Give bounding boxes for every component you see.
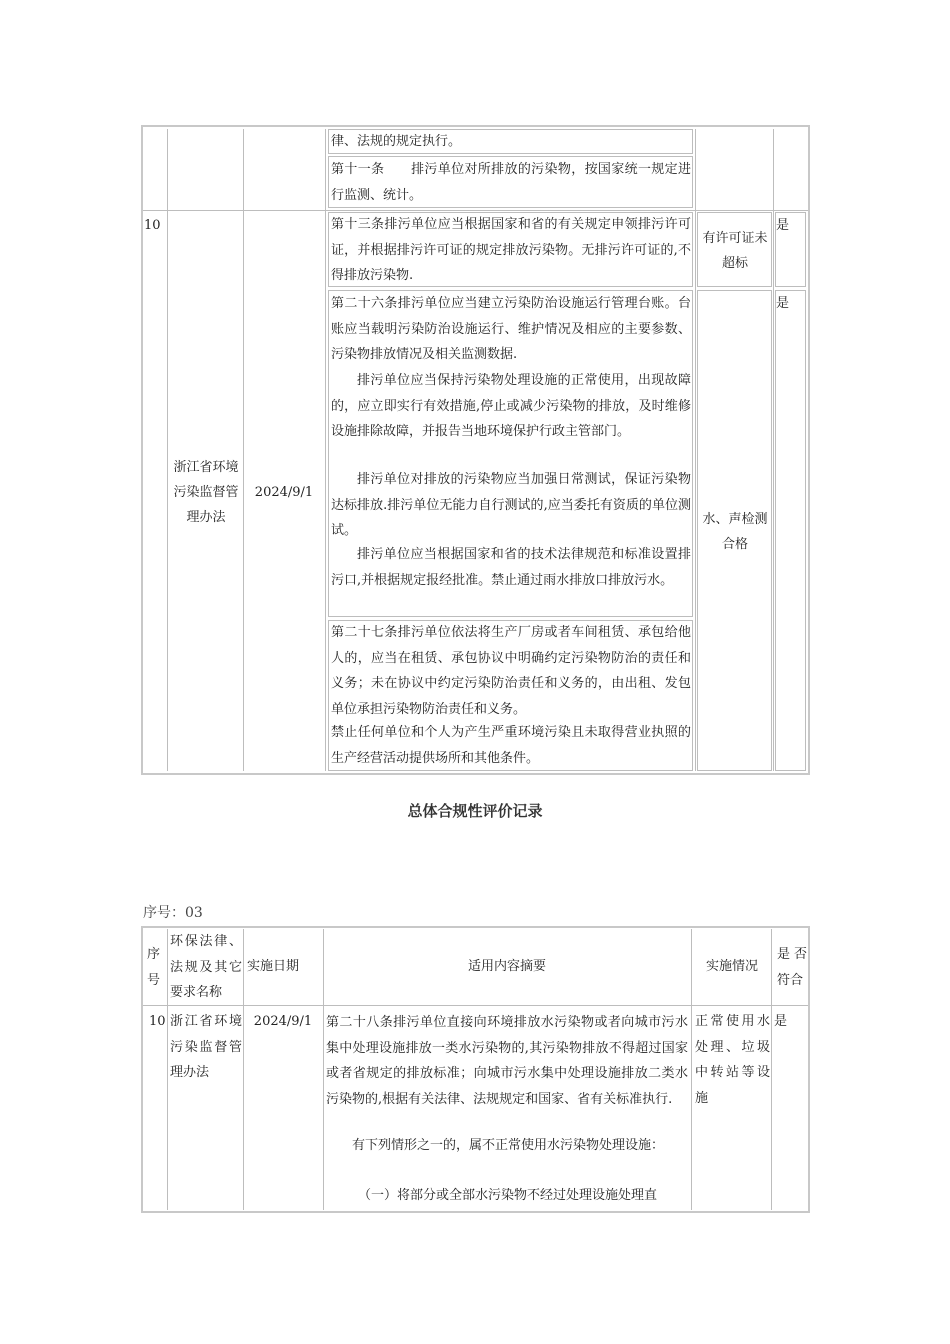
compliance: 是: [776, 218, 790, 233]
row-sep: [143, 210, 808, 211]
effective-date: 2024/9/1: [253, 1014, 313, 1029]
implementation-status: 有许可证未超标: [702, 231, 768, 271]
clause-text: 律、法规的规定执行。: [331, 134, 462, 149]
col-sep: [325, 129, 326, 771]
col-sep: [167, 129, 168, 771]
implementation-status: 正常使用水处理、垃圾中转站等设施: [695, 1014, 770, 1106]
clause-text: 禁止任何单位和个人为产生严重环境污染且未取得营业执照的生产经营活动提供场所和其他条件。: [331, 725, 691, 766]
clause-text: 第二十六条排污单位应当建立污染防治设施运行管理台账。台账应当载明污染防治设施运行、维护情况及相应的主要参数、污染物排放情况及相关监测数据.: [331, 296, 691, 362]
clause-text: 第二十七条排污单位依法将生产厂房或者车间租赁、承包给他人的，应当在租赁、承包协议中明确约定污染物防治的责任和义务；未在协议中约定污染防治责任和义务的，由出租、发包单位承担污染物防治责任和义务。: [331, 625, 691, 717]
summary-text: 第二十八条排污单位直接向环境排放水污染物或者向城市污水集中处理设施排放一类水污染物的,其污染物排放不得超过国家或者省规定的排放标准；向城市污水集中处理设施排放二类水污染物的,根据有关法律、法规规定和国家、省有关标准执行.: [326, 1015, 688, 1107]
section-title: 总体合规性评价记录: [407, 802, 543, 820]
effective-date: 2024/9/1: [254, 485, 314, 500]
clause-text: 排污单位对排放的污染物应当加强日常测试，保证污染物达标排放.排污单位无能力自行测试的,应当委托有资质的单位测试。: [331, 472, 691, 538]
compliance: 是: [774, 1014, 788, 1029]
header-no: 序号: [147, 947, 161, 988]
col-sep: [243, 129, 244, 771]
clause-text: 第十一条 排污单位对所排放的污染物，按国家统一规定进行监测、统计。: [331, 162, 691, 203]
col-sep: [243, 929, 244, 1210]
law-name: 浙江省环境污染监督管理办法: [170, 1014, 242, 1080]
law-name: 浙江省环境污染监督管理办法: [173, 460, 239, 525]
clause-text: 第十三条排污单位应当根据国家和省的有关规定申领排污许可证，并根据排污许可证的规定排放污染物。无排污许可证的,不得排放污染物.: [331, 217, 691, 283]
header-summary: 适用内容摘要: [467, 959, 546, 974]
clause-text: 排污单位应当保持污染物处理设施的正常使用，出现故障的，应立即实行有效措施,停止或减少污染物的排放，及时维修设施排除故障，并报告当地环境保护行政主管部门。: [331, 373, 691, 439]
clause-text: 排污单位应当根据国家和省的技术法律规范和标准设置排污口,并根据规定报经批准。禁止通过雨水排放口排放污水。: [331, 547, 691, 588]
summary-text: 有下列情形之一的，属不正常使用水污染物处理设施：: [352, 1138, 665, 1153]
header-date: 实施日期: [247, 959, 300, 974]
header-status: 实施情况: [705, 959, 758, 974]
col-sep: [773, 129, 774, 771]
col-sep: [691, 929, 692, 1210]
row-sep: [143, 1005, 808, 1006]
col-sep: [771, 929, 772, 1210]
row-number: 10: [144, 218, 161, 233]
header-law: 环保法律、法规及其它要求名称: [170, 934, 242, 1000]
sequence-label: 序号：03: [143, 905, 203, 921]
summary-text: （一）将部分或全部水污染物不经过处理设施处理直: [358, 1188, 658, 1203]
header-comply: 是否符合: [777, 947, 807, 988]
implementation-status: 水、声检测合格: [702, 512, 768, 552]
col-sep: [695, 129, 696, 771]
row-number: 10: [149, 1014, 166, 1029]
comply-cell: [775, 290, 806, 771]
compliance: 是: [776, 296, 790, 311]
col-sep: [323, 929, 324, 1210]
col-sep: [167, 929, 168, 1210]
